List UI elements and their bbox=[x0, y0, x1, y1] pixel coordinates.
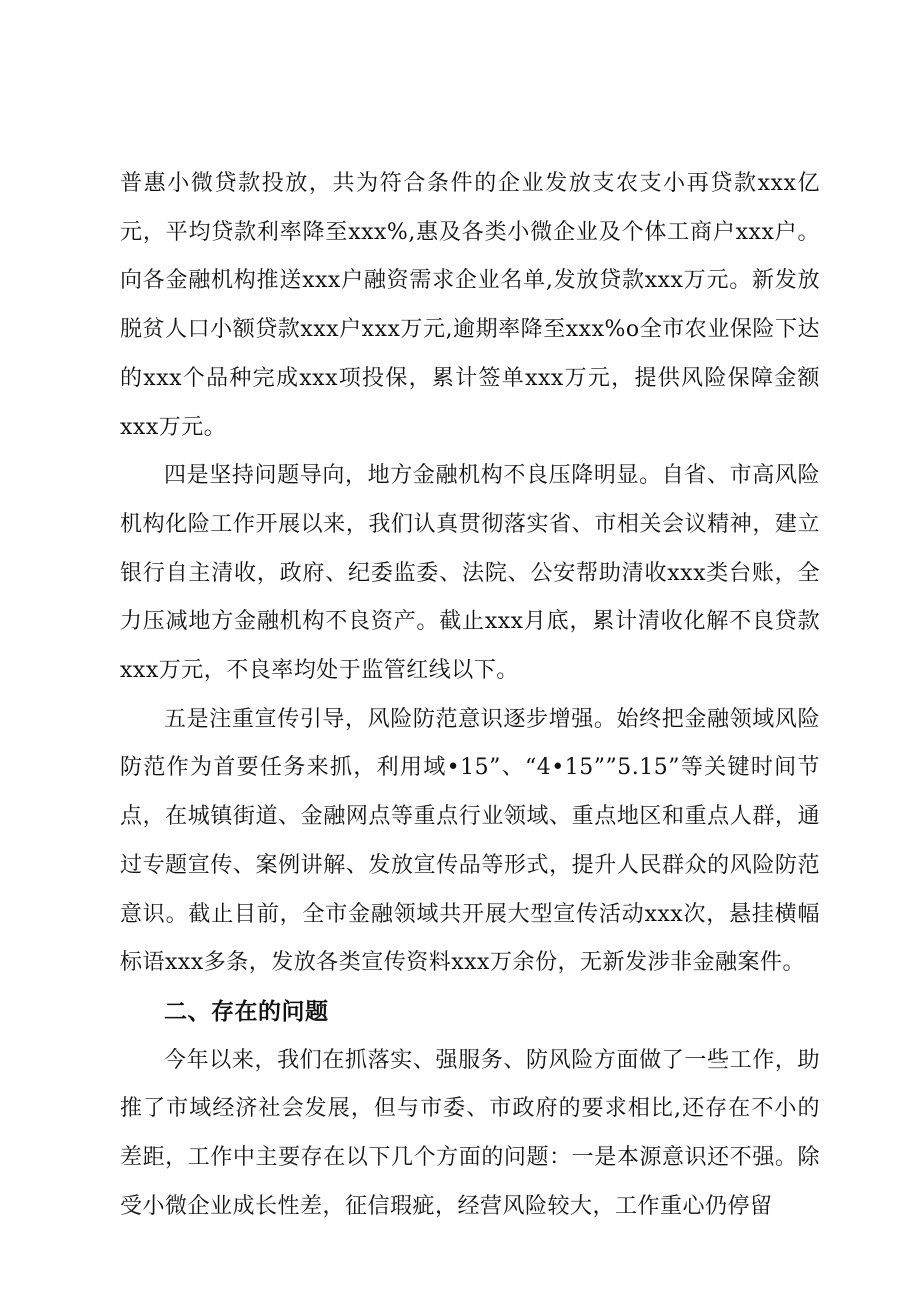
document-body bbox=[120, 160, 820, 1231]
paragraph-problems-intro: 今年以来，我们在抓落实、强服务、防风险方面做了一些工作，助推了市域经济社会发展，但与市委、市政府的要求相比,还存在不小的差距，工作中主要存在以下几个方面的问题：一是本源意识还不强。除受小微企业成长性差，征信瑕疵，经营风险较大，工作重心仍停留 bbox=[120, 1047, 820, 1219]
section-heading-existing-problems: 二、存在的问题 bbox=[164, 998, 329, 1025]
paragraph-problem-orientation: 四是坚持问题导向，地方金融机构不良压降明显。自省、市高风险机构化险工作开展以来，我们认真贯彻落实省、市相关会议精神，建立银行自主清收，政府、纪委监委、法院、公安帮助清收xxx类台账，全力压减地方金融机构不良资产。截止xxx月底，累计清收化解不良贷款xxx万元，不良率均处于监管红线以下。 bbox=[120, 463, 820, 684]
paragraph-inclusive-loans: 普惠小微贷款投放，共为符合条件的企业发放支农支小再贷款xxx亿元，平均贷款利率降至xxx%,惠及各类小微企业及个体工商户xxx户。向各金融机构推送xxx户融资需求企业名单,发放贷款xxx万元。新发放脱贫人口小额贷款xxx户xxx万元,逾期率降至xxx%o全市农业保险下达的xxx个品种完成xxx项投保，累计签单xxx万元，提供风险保障金额xxx万元。 bbox=[120, 171, 820, 440]
paragraph-publicity-guidance: 五是注重宣传引导，风险防范意识逐步增强。始终把金融领域风险防范作为首要任务来抓，利用域•15”、“4•15””5.15”等关键时间节点，在城镇街道、金融网点等重点行业领域、重点地区和重点人群，通过专题宣传、案例讲解、发放宣传品等形式，提升人民群众的风险防范意识。截止目前，全市金融领域共开展大型宣传活动xxx次，悬挂横幅标语xxx多条，发放各类宣传资料xxx万余份，无新发涉非金融案件。 bbox=[120, 706, 820, 976]
